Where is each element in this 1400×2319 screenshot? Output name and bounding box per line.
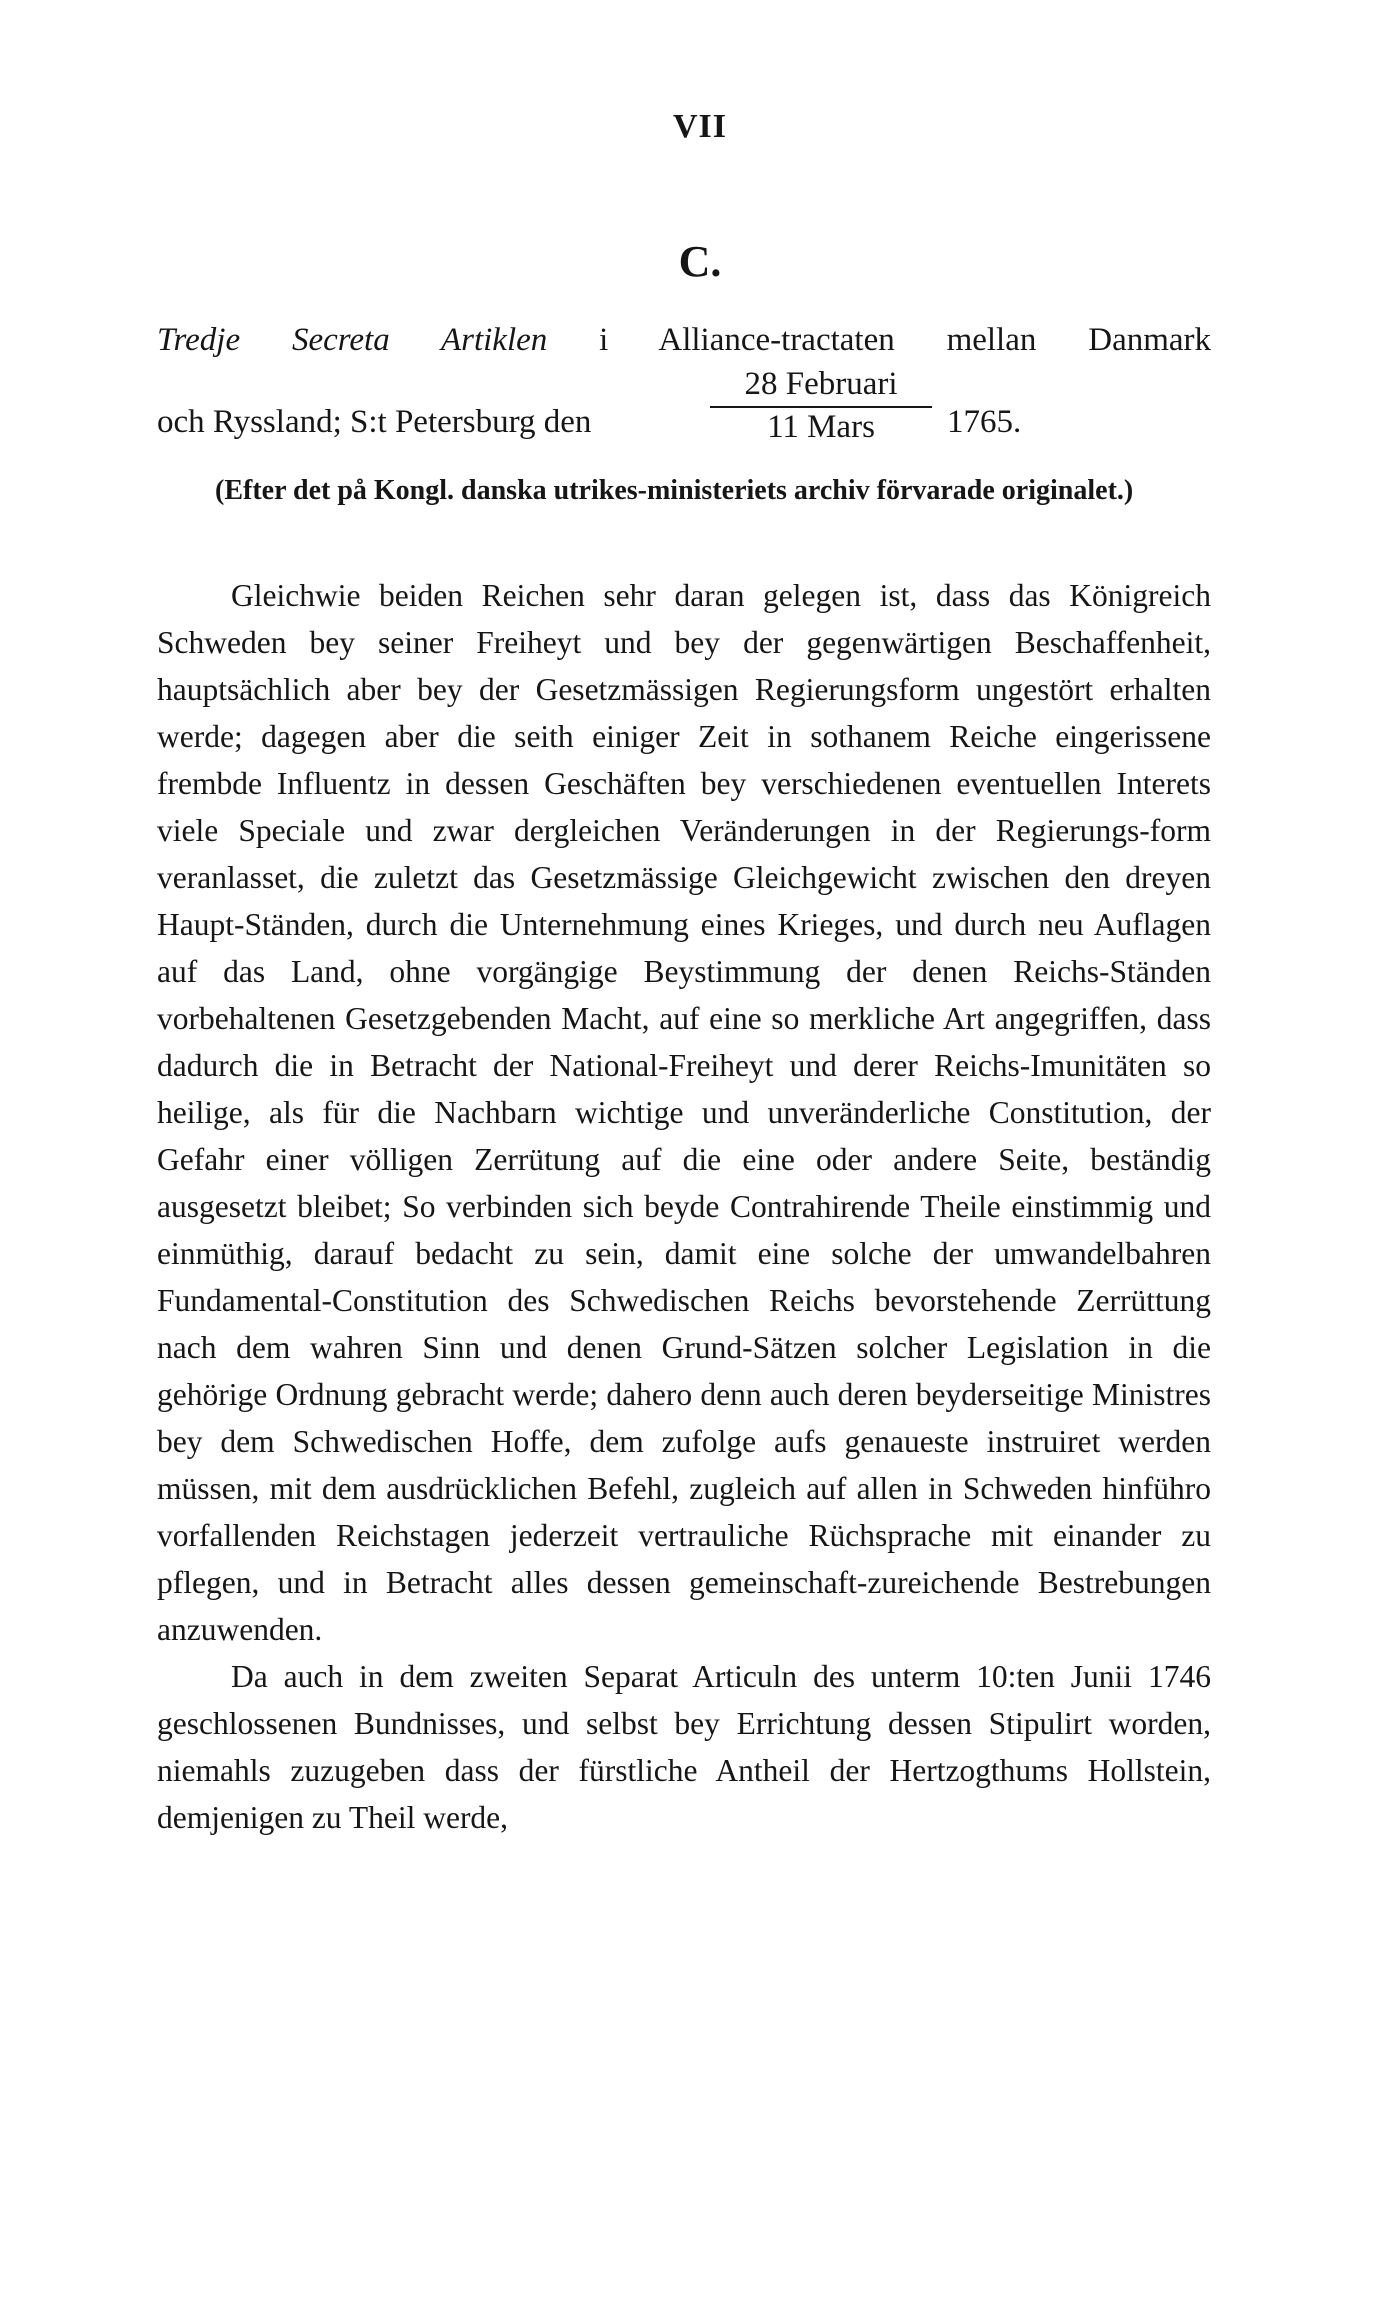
body-text [157, 572, 1211, 1841]
source-note [157, 468, 1211, 514]
title-year: 1765. [947, 404, 1022, 440]
paragraph-2: Da auch in dem zweiten Separat Articuln des unterm 10:ten Junii 1746 geschlossenen Bundnisses, und selbst bey Errichtung dessen Stipulirt worden, niemahls zuzugeben dass der fürstliche Antheil der Hertzogthums Hollstein, demjenigen zu Theil werde, [157, 1659, 1211, 1835]
document-title-line-2 [157, 364, 1211, 464]
title-italic-part: Tredje Secreta Artiklen [157, 322, 548, 358]
source-note-text: (Efter det på Kongl. danska utrikes-ministeriets archiv förvarade originalet.) [215, 475, 1134, 506]
paragraph-1: Gleichwie beiden Reichen sehr daran gelegen ist, dass das Königreich Schweden bey seiner Freiheyt und bey der gegenwärtigen Beschaffenheit, hauptsächlich aber bey der Gesetzmässigen Regierungsform ungestört erhalten werde; dagegen aber die seith einiger Zeit in sothanem Reiche eingerissene frembde Influentz in dessen Geschäften bey verschiedenen eventuellen Interets viele Speciale und zwar dergleichen Veränderungen in der Regierungs-form veranlasset, die zuletzt das Gesetzmässige Gleichgewicht zwischen den dreyen Haupt-Ständen, durch die Unternehmung eines Krieges, und durch neu Auflagen auf das Land, ohne vorgängige Beystimmung der denen Reichs-Ständen vorbehaltenen Gesetzgebenden Macht, auf eine so merkliche Art angegriffen, dass dadurch die in Betracht der National-Freiheyt und derer Reichs-Imunitäten so heilige, als für die Nachbarn wichtige und unveränderliche Constitution, der Gefahr einer völligen Zerrütung auf die eine oder andere Seite, beständig ausgesetzt bleibet; So verbinden sich beyde Contrahirende Theile einstimmig und einmüthig, darauf bedacht zu sein, damit eine solche der umwandelbahren Fundamental-Constitution des Schwedischen Reichs bevorstehende Zerrüttung nach dem wahren Sinn und denen Grund-Sätzen solcher Legislation in die gehörige Ordnung gebracht werde; dahero denn auch deren beyderseitige Ministres bey dem Schwedischen Hoffe, dem zufolge aufs genaueste instruiret werden müssen, mit dem ausdrücklichen Befehl, zugleich auf allen in Schweden hinführo vorfallenden Reichstagen jederzeit vertrauliche Rüchsprache mit einander zu pflegen, und in Betracht alles dessen gemeinschaft-zureichende Bestrebungen anzuwenden. [157, 578, 1211, 1647]
section-heading: C. [678, 237, 722, 286]
title-line-2-lead: och Ryssland; S:t Petersburg den [157, 404, 592, 440]
title-rest-line-1: i Alliance-tractaten mellan Danmark [599, 322, 1212, 358]
date-fraction [710, 364, 932, 446]
document-title-line-1 [157, 318, 1211, 362]
page-number: VII [672, 108, 728, 145]
date-denominator: 11 Mars [767, 409, 875, 445]
date-numerator: 28 Februari [710, 364, 932, 408]
